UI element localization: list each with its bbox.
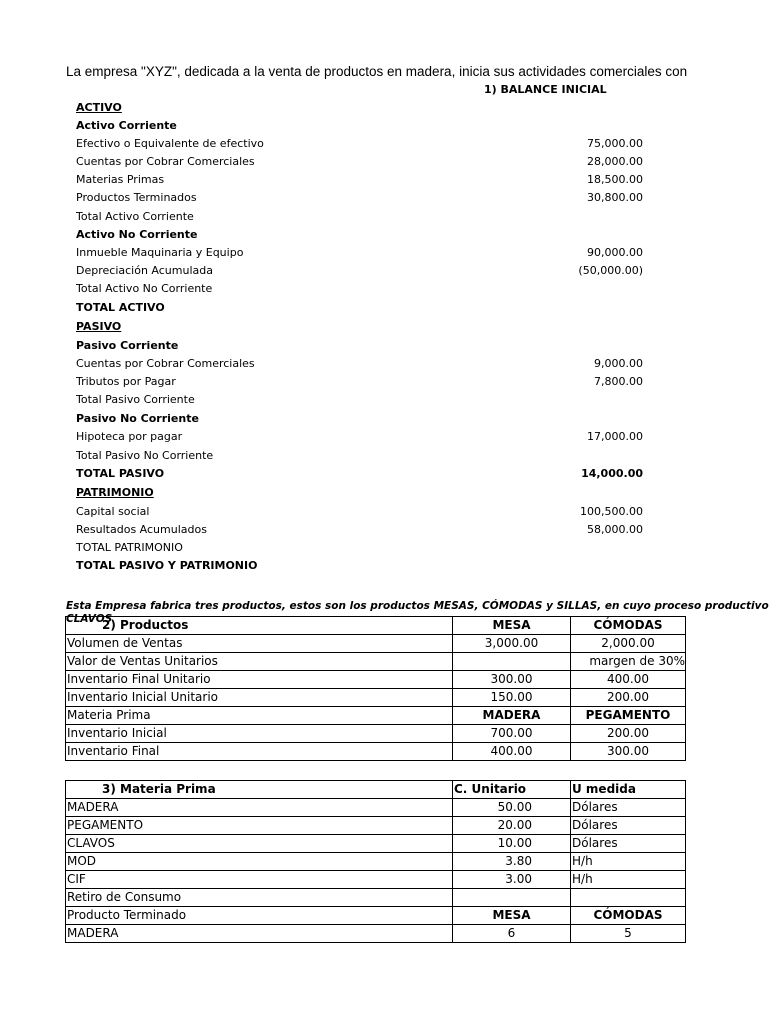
table-row [66,653,686,671]
balance-row [76,135,646,153]
balance-label: Tributos por Pagar [76,375,176,388]
row-label-cell: MADERA [66,799,453,817]
value-cell [453,653,571,671]
balance-row [76,447,646,465]
value-cell: H/h [571,871,686,889]
balance-value: (50,000.00) [578,264,643,277]
value-cell: 10.00 [453,835,571,853]
balance-value: 7,800.00 [594,375,643,388]
balance-value: 30,800.00 [587,191,643,204]
value-cell: MADERA [453,707,571,725]
value-cell [453,889,571,907]
row-label-cell: Valor de Ventas Unitarios [66,653,453,671]
table-row [66,743,686,761]
balance-label: PATRIMONIO [76,486,154,499]
value-cell [571,889,686,907]
balance-value: 58,000.00 [587,523,643,536]
balance-row [76,373,646,391]
balance-label: Cuentas por Cobrar Comerciales [76,357,255,370]
balance-label: Pasivo No Corriente [76,412,199,425]
balance-value: 17,000.00 [587,430,643,443]
value-cell: 300.00 [453,671,571,689]
note-continuation: CLAVOS [66,613,113,625]
balance-label: ACTIVO [76,101,122,114]
balance-row [76,208,646,226]
value-cell: 20.00 [453,817,571,835]
value-cell: 3.00 [453,871,571,889]
value-cell: 400.00 [571,671,686,689]
balance-value: 14,000.00 [581,467,643,480]
value-cell: PEGAMENTO [571,707,686,725]
balance-row [76,521,646,539]
column-header-cell: U medida [571,781,686,799]
row-label-cell: Retiro de Consumo [66,889,453,907]
balance-row [76,355,646,373]
intro-text: La empresa "XYZ", dedicada a la venta de productos en madera, inicia sus actividades comerciales con [66,64,688,79]
table-row [66,925,686,943]
table-title-cell: 3) Materia Prima [66,781,453,799]
value-cell: 6 [453,925,571,943]
balance-title: 1) BALANCE INICIAL [484,83,607,96]
balance-value: 100,500.00 [580,505,643,518]
row-label-cell: MOD [66,853,453,871]
column-header-cell: MESA [453,617,571,635]
balance-value: 28,000.00 [587,155,643,168]
balance-label: Productos Terminados [76,191,197,204]
row-label-cell: Inventario Inicial [66,725,453,743]
table-row [66,853,686,871]
column-header-cell: C. Unitario [453,781,571,799]
row-label-cell: CIF [66,871,453,889]
value-cell: 50.00 [453,799,571,817]
table-row [66,689,686,707]
balance-label: Efectivo o Equivalente de efectivo [76,137,264,150]
value-cell: Dólares [571,817,686,835]
value-cell: 400.00 [453,743,571,761]
balance-row [76,262,646,280]
value-cell: Dólares [571,799,686,817]
value-cell: MESA [453,907,571,925]
materia-prima-table [65,780,686,943]
value-cell: 2,000.00 [571,635,686,653]
balance-row [76,484,646,502]
value-cell: 150.00 [453,689,571,707]
table-row [66,889,686,907]
balance-value: 9,000.00 [594,357,643,370]
balance-row [76,391,646,409]
balance-label: TOTAL PASIVO Y PATRIMONIO [76,559,258,572]
balance-label: Materias Primas [76,173,165,186]
table-row [66,907,686,925]
value-cell: 200.00 [571,689,686,707]
balance-label: Hipoteca por pagar [76,430,183,443]
row-label-cell: Inventario Final Unitario [66,671,453,689]
row-label-cell: MADERA [66,925,453,943]
balance-label: TOTAL PASIVO [76,467,165,480]
row-label-cell: PEGAMENTO [66,817,453,835]
balance-row [76,244,646,262]
balance-value: 18,500.00 [587,173,643,186]
value-cell: 3,000.00 [453,635,571,653]
balance-row [76,557,646,575]
balance-row [76,99,646,117]
table-row [66,817,686,835]
value-cell: CÓMODAS [571,907,686,925]
value-cell: 3.80 [453,853,571,871]
balance-label: Activo Corriente [76,119,177,132]
balance-label: Total Activo Corriente [76,210,194,223]
balance-label: TOTAL ACTIVO [76,301,165,314]
row-label-cell: Producto Terminado [66,907,453,925]
balance-value: 75,000.00 [587,137,643,150]
value-cell: Dólares [571,835,686,853]
balance-label: Depreciación Acumulada [76,264,213,277]
row-label-cell: CLAVOS [66,835,453,853]
table-row [66,707,686,725]
balance-label: Cuentas por Cobrar Comerciales [76,155,255,168]
balance-row [76,117,646,135]
note-text: Esta Empresa fabrica tres productos, estos son los productos MESAS, CÓMODAS y SILLAS, en cuyo proceso productivo [66,600,769,612]
balance-row [76,189,646,207]
balance-row [76,410,646,428]
column-header-cell: CÓMODAS [571,617,686,635]
table-header-row [66,617,686,635]
balance-row [76,503,646,521]
balance-label: Total Pasivo No Corriente [76,449,214,462]
row-label-cell: Volumen de Ventas [66,635,453,653]
balance-row [76,318,646,336]
balance-row [76,280,646,298]
balance-row [76,337,646,355]
balance-row [76,428,646,446]
balance-label: Total Pasivo Corriente [76,393,195,406]
table-header-row [66,781,686,799]
balance-label: Activo No Corriente [76,228,198,241]
row-label-cell: Inventario Inicial Unitario [66,689,453,707]
balance-row [76,465,646,483]
value-cell: 700.00 [453,725,571,743]
balance-label: PASIVO [76,320,122,333]
table-row [66,871,686,889]
value-cell: H/h [571,853,686,871]
balance-label: Pasivo Corriente [76,339,179,352]
row-label-cell: Inventario Final [66,743,453,761]
balance-row [76,226,646,244]
table-row [66,635,686,653]
row-label-cell: Materia Prima [66,707,453,725]
balance-label: Resultados Acumulados [76,523,207,536]
balance-label: Capital social [76,505,150,518]
balance-row [76,299,646,317]
value-cell: 200.00 [571,725,686,743]
balance-label: TOTAL PATRIMONIO [76,541,183,554]
table-row [66,799,686,817]
productos-table [65,613,686,761]
balance-row [76,539,646,557]
balance-row [76,153,646,171]
balance-value: 90,000.00 [587,246,643,259]
value-cell: 300.00 [571,743,686,761]
value-cell: 30% margen de [571,653,686,671]
balance-row [76,171,646,189]
table-title-cell: 2) Productos [66,617,453,635]
table-row [66,671,686,689]
table-row [66,725,686,743]
balance-label: Total Activo No Corriente [76,282,213,295]
table-row [66,835,686,853]
balance-label: Inmueble Maquinaria y Equipo [76,246,244,259]
value-cell: 5 [571,925,686,943]
